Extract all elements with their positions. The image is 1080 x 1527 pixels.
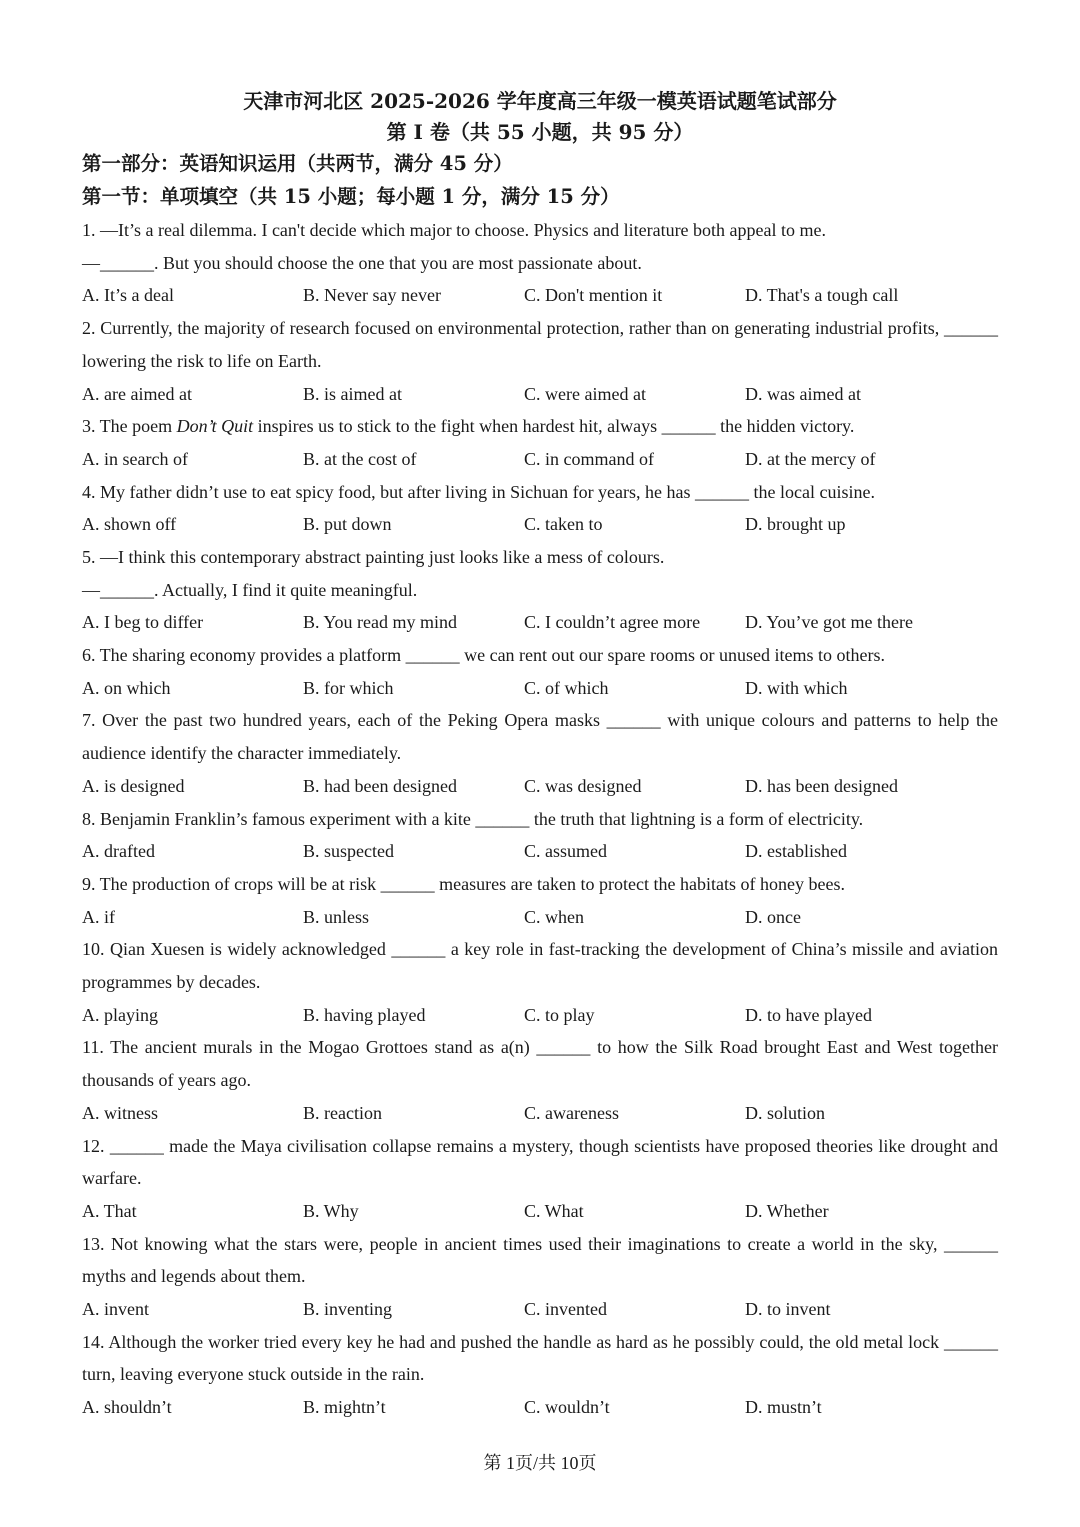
option-c: C. I couldn’t agree more (524, 612, 701, 633)
page-number: 第 1页/共 10页 (483, 1453, 597, 1473)
option-d: D. mustn’t (745, 1397, 822, 1418)
option-a: A. is designed (82, 775, 185, 796)
option-row (82, 1391, 998, 1424)
option-d: D. was aimed at (745, 383, 861, 404)
section-heading: 第一节：单项填空（共 15 小题；每小题 1 分，满分 15 分） (82, 185, 620, 208)
option-d: D. at the mercy of (745, 448, 876, 469)
question-2 (82, 312, 998, 410)
question-stem: 13. Not knowing what the stars were, people in ancient times used their imaginations to create a world in the sky, ______ myths and legends about them. (82, 1233, 998, 1287)
option-a: A. if (82, 906, 115, 927)
option-a: A. shown off (82, 514, 177, 535)
option-b: B. suspected (303, 841, 394, 862)
question-stem: 5. —I think this contemporary abstract painting just looks like a mess of colours. (82, 546, 665, 567)
option-row (82, 835, 998, 868)
option-b: B. Why (303, 1200, 359, 1221)
question-6 (82, 639, 998, 704)
question-list (82, 214, 998, 1424)
question-11 (82, 1031, 998, 1129)
question-14 (82, 1326, 998, 1424)
option-c: C. assumed (524, 841, 607, 862)
question-stem-rest: inspires us to stick to the fight when hardest hit, always ______ the hidden victory. (253, 416, 855, 437)
option-c: C. to play (524, 1004, 595, 1025)
option-c: C. of which (524, 677, 609, 698)
question-stem: 14. Although the worker tried every key he had and pushed the handle as hard as he possibly could, the old metal lock ______ turn, leaving everyone stuck outside in the rain. (82, 1331, 998, 1385)
option-d: D. to have played (745, 1004, 872, 1025)
question-stem: 7. Over the past two hundred years, each of the Peking Opera masks ______ with unique colours and patterns to help the audience identify the character immediately. (82, 710, 998, 764)
question-7 (82, 704, 998, 802)
poem-title: Don’t Quit (176, 416, 254, 437)
question-stem: 6. The sharing economy provides a platform ______ we can rent out our spare rooms or unused items to others. (82, 645, 885, 666)
option-b: B. for which (303, 677, 394, 698)
question-4 (82, 476, 998, 541)
question-10 (82, 933, 998, 1031)
option-c: C. wouldn’t (524, 1397, 610, 1418)
option-d: D. You’ve got me there (745, 612, 913, 633)
option-row (82, 901, 998, 934)
option-row (82, 1195, 998, 1228)
question-8 (82, 803, 998, 868)
part-heading: 第一部分：英语知识运用（共两节，满分 45 分） (82, 152, 513, 175)
question-5 (82, 541, 998, 639)
option-d: D. to invent (745, 1299, 831, 1320)
exam-subtitle: 第 I 卷（共 55 小题，共 95 分） (386, 120, 694, 144)
option-d: D. brought up (745, 514, 846, 535)
option-b: B. inventing (303, 1299, 392, 1320)
question-stem: 11. The ancient murals in the Mogao Grottoes stand as a(n) ______ to how the Silk Road brought East and West together thousands of years ago. (82, 1037, 998, 1091)
option-b: B. mightn’t (303, 1397, 386, 1418)
option-a: A. invent (82, 1299, 149, 1320)
option-d: D. solution (745, 1102, 826, 1123)
option-d: D. once (745, 906, 801, 927)
option-b: B. at the cost of (303, 448, 417, 469)
option-row (82, 1293, 998, 1326)
option-a: A. are aimed at (82, 383, 192, 404)
option-b: B. You read my mind (303, 612, 458, 633)
option-c: C. was designed (524, 775, 642, 796)
question-stem-lead: 3. The poem (82, 416, 177, 437)
question-13 (82, 1228, 998, 1326)
option-b: B. unless (303, 906, 370, 927)
question-stem: 9. The production of crops will be at risk ______ measures are taken to protect the habitats of honey bees. (82, 873, 845, 894)
option-row (82, 378, 998, 411)
option-c: C. in command of (524, 448, 654, 469)
option-row (82, 770, 998, 803)
question-1 (82, 214, 998, 312)
option-c: C. What (524, 1200, 584, 1221)
option-d: D. established (745, 841, 847, 862)
question-stem: 4. My father didn’t use to eat spicy food, but after living in Sichuan for years, he has ______ the local cuisine. (82, 481, 875, 502)
option-row (82, 1097, 998, 1130)
option-c: C. taken to (524, 514, 603, 535)
question-reply: —______. Actually, I find it quite meaningful. (82, 579, 418, 600)
option-a: A. in search of (82, 448, 188, 469)
question-reply: —______. But you should choose the one that you are most passionate about. (82, 252, 642, 273)
option-d: D. with which (745, 677, 848, 698)
option-d: D. has been designed (745, 775, 898, 796)
question-12 (82, 1130, 998, 1228)
option-a: A. playing (82, 1004, 158, 1025)
question-3 (82, 410, 998, 475)
option-row (82, 443, 998, 476)
option-b: B. having played (303, 1004, 426, 1025)
option-c: C. awareness (524, 1102, 619, 1123)
option-row (82, 999, 998, 1032)
option-a: A. on which (82, 677, 171, 698)
option-a: A. witness (82, 1102, 158, 1123)
question-stem: 12. ______ made the Maya civilisation collapse remains a mystery, though scientists have proposed theories like drought and warfare. (82, 1135, 998, 1189)
option-row (82, 672, 998, 705)
option-row (82, 606, 998, 639)
option-d: D. That's a tough call (745, 285, 899, 306)
option-a: A. It’s a deal (82, 285, 174, 306)
option-c: C. invented (524, 1299, 607, 1320)
option-b: B. put down (303, 514, 392, 535)
question-stem: 10. Qian Xuesen is widely acknowledged ______ a key role in fast-tracking the development of China’s missile and aviation programmes by decades. (82, 939, 998, 993)
option-b: B. Never say never (303, 285, 441, 306)
option-b: B. is aimed at (303, 383, 402, 404)
option-a: A. That (82, 1200, 137, 1221)
option-d: D. Whether (745, 1200, 829, 1221)
option-a: A. drafted (82, 841, 155, 862)
option-a: A. I beg to differ (82, 612, 204, 633)
question-stem: 8. Benjamin Franklin’s famous experiment with a kite ______ the truth that lightning is a form of electricity. (82, 808, 864, 829)
option-c: C. Don't mention it (524, 285, 663, 306)
question-stem: 1. —It’s a real dilemma. I can't decide which major to choose. Physics and literature both appeal to me. (82, 220, 827, 240)
question-9 (82, 868, 998, 933)
option-b: B. had been designed (303, 775, 457, 796)
question-stem: 2. Currently, the majority of research focused on environmental protection, rather than on generating industrial profits, ______ lowering the risk to life on Earth. (82, 318, 998, 371)
option-b: B. reaction (303, 1102, 382, 1123)
option-c: C. when (524, 906, 584, 927)
option-row (82, 279, 998, 312)
option-c: C. were aimed at (524, 383, 646, 404)
option-row (82, 508, 998, 541)
option-a: A. shouldn’t (82, 1397, 172, 1418)
exam-title: 天津市河北区 2025-2026 学年度高三年级一模英语试题笔试部分 (243, 89, 837, 113)
question-stem (82, 410, 998, 443)
